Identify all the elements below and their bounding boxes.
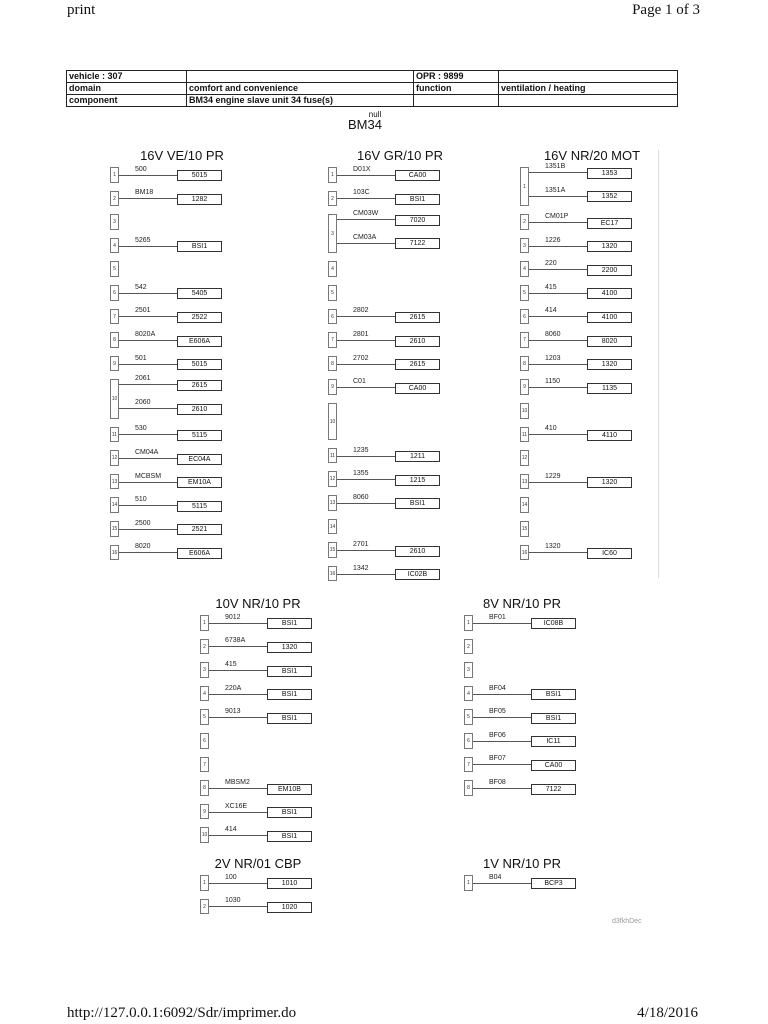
connector-pin: 11 xyxy=(110,427,119,443)
wire-destination-box: 1135 xyxy=(587,383,632,394)
connector-pin: 11 xyxy=(520,427,529,443)
wire-label: BF07 xyxy=(489,755,506,763)
connector-pin: 3 xyxy=(328,214,337,253)
table-cell xyxy=(187,71,414,83)
wire-label: BF08 xyxy=(489,779,506,786)
wire-line xyxy=(209,694,267,695)
wire-label: CM03W xyxy=(353,210,379,218)
connector-pin: 16 xyxy=(110,545,119,561)
wire-destination-box: 1352 xyxy=(587,191,632,202)
connector-pin: 1 xyxy=(520,167,529,206)
wire-label: 414 xyxy=(545,307,557,315)
connector-pin: 14 xyxy=(520,497,529,513)
connector-pin: 1 xyxy=(200,615,209,631)
wire-line xyxy=(209,788,267,789)
wire-label: 414 xyxy=(225,826,237,834)
wire-label: 2500 xyxy=(135,519,151,527)
table-cell xyxy=(499,71,678,83)
wire-label: CM01P xyxy=(545,213,569,220)
wire-destination-box: 7020 xyxy=(395,215,440,226)
connector-title: 16V GR/10 PR xyxy=(357,148,443,163)
wire-destination-box: 1353 xyxy=(587,168,632,179)
wire-destination-box: 2200 xyxy=(587,265,632,276)
connector-pin: 4 xyxy=(464,686,473,702)
wire-destination-box: BSI1 xyxy=(177,241,222,252)
connector-pin: 7 xyxy=(328,332,337,348)
wire-line xyxy=(529,293,587,294)
connector-pin: 2 xyxy=(328,191,337,207)
connector-pin: 12 xyxy=(328,471,337,487)
wire-destination-box: BSI1 xyxy=(267,831,312,842)
wire-destination-box: IC08B xyxy=(531,618,576,629)
connector-pin: 14 xyxy=(110,497,119,513)
table-cell: component xyxy=(67,95,187,107)
table-row xyxy=(67,83,678,95)
wire-line xyxy=(529,196,587,197)
connector-title: 8V NR/10 PR xyxy=(482,596,562,611)
wire-destination-box: 7122 xyxy=(531,784,576,795)
connector-pin: 15 xyxy=(110,521,119,537)
wire-label: 9013 xyxy=(225,708,241,716)
connector-pin: 1 xyxy=(200,875,209,891)
wire-line xyxy=(337,243,395,244)
wire-destination-box: 4100 xyxy=(587,312,632,323)
wire-destination-box: 2610 xyxy=(177,404,222,415)
wire-destination-box: 2521 xyxy=(177,524,222,535)
wire-destination-box: BSI1 xyxy=(267,666,312,677)
wire-destination-box: 5405 xyxy=(177,288,222,299)
wire-label: 2702 xyxy=(353,354,369,362)
wire-line xyxy=(119,434,177,435)
component-code: BM34 xyxy=(348,117,382,132)
connector-pin: 9 xyxy=(328,379,337,395)
table-cell: domain xyxy=(67,83,187,95)
page-header-right: Page 1 of 3 xyxy=(632,2,700,18)
wire-label: D01X xyxy=(353,165,371,173)
connector-pin: 5 xyxy=(464,709,473,725)
connector-pin: 2 xyxy=(200,639,209,655)
connector-pin: 7 xyxy=(464,757,473,773)
wire-line xyxy=(209,812,267,813)
wire-label: 2801 xyxy=(353,331,369,338)
connector-pin: 9 xyxy=(520,379,529,395)
wire-label: BF06 xyxy=(489,731,506,739)
wire-destination-box: BSI1 xyxy=(531,689,576,700)
wire-label: 2061 xyxy=(135,375,151,383)
connector-pin: 16 xyxy=(520,545,529,561)
wire-line xyxy=(473,741,531,742)
wire-destination-box: IC60 xyxy=(587,548,632,559)
wire-label: BM18 xyxy=(135,189,154,197)
wire-line xyxy=(119,408,177,409)
connector-pin: 2 xyxy=(110,191,119,207)
wire-destination-box: IC02B xyxy=(395,569,440,580)
connector-pin: 8 xyxy=(328,356,337,372)
wire-label: 6738A xyxy=(225,637,246,645)
connector-pin: 8 xyxy=(520,356,529,372)
connector-pin: 13 xyxy=(520,474,529,490)
table-cell: BM34 engine slave unit 34 fuse(s) xyxy=(187,95,414,107)
info-table xyxy=(66,70,678,107)
wire-destination-box: 5015 xyxy=(177,359,222,370)
wire-line xyxy=(473,694,531,695)
wire-label: C01 xyxy=(353,378,366,386)
wire-line xyxy=(529,269,587,270)
table-cell xyxy=(414,95,499,107)
divider xyxy=(658,150,659,578)
wire-label: 1203 xyxy=(545,354,561,362)
wire-line xyxy=(337,316,395,317)
wire-destination-box: 2610 xyxy=(395,546,440,557)
wire-line xyxy=(119,293,177,294)
wire-line xyxy=(209,717,267,718)
wire-line xyxy=(473,623,531,624)
wire-line xyxy=(119,384,177,385)
wire-label: 410 xyxy=(545,425,557,433)
wire-label: 1355 xyxy=(353,470,369,478)
wire-label: 103C xyxy=(353,189,370,197)
wire-line xyxy=(529,387,587,388)
connector-pin: 2 xyxy=(520,214,529,230)
connector-pin: 6 xyxy=(110,285,119,301)
wire-label: 100 xyxy=(225,873,237,881)
wire-label: 2701 xyxy=(353,541,369,549)
table-cell xyxy=(499,95,678,107)
wire-line xyxy=(529,364,587,365)
wire-destination-box: 5115 xyxy=(177,430,222,441)
connector-pin: 6 xyxy=(328,309,337,325)
wire-destination-box: EM10B xyxy=(267,784,312,795)
connector-pin: 11 xyxy=(328,448,337,464)
connector-pin: 1 xyxy=(110,167,119,183)
table-row xyxy=(67,95,678,107)
connector-pin: 8 xyxy=(110,332,119,348)
wire-line xyxy=(529,340,587,341)
wire-destination-box: 2522 xyxy=(177,312,222,323)
table-row xyxy=(67,71,678,83)
wire-line xyxy=(119,364,177,365)
connector-pin: 3 xyxy=(520,238,529,254)
connector-pin: 12 xyxy=(520,450,529,466)
wire-destination-box: 1320 xyxy=(587,241,632,252)
wire-label: 415 xyxy=(225,661,237,668)
wire-destination-box: CA00 xyxy=(395,170,440,181)
wire-line xyxy=(337,219,395,220)
connector-pin: 14 xyxy=(328,519,337,535)
wire-destination-box: 4110 xyxy=(587,430,632,441)
wire-destination-box: 1320 xyxy=(587,477,632,488)
wire-line xyxy=(337,198,395,199)
connector-pin: 2 xyxy=(200,899,209,915)
watermark: d3fkhDec xyxy=(612,918,642,925)
wire-label: XC16E xyxy=(225,802,248,810)
connector-pin: 8 xyxy=(464,780,473,796)
wire-line xyxy=(337,550,395,551)
wire-label: 220A xyxy=(225,684,242,692)
wire-destination-box: 1211 xyxy=(395,451,440,462)
wire-line xyxy=(119,175,177,176)
wire-line xyxy=(209,670,267,671)
wire-line xyxy=(337,387,395,388)
connector-pin: 3 xyxy=(200,662,209,678)
connector-pin: 3 xyxy=(110,214,119,230)
connector-pin: 5 xyxy=(110,261,119,277)
wire-line xyxy=(119,316,177,317)
wire-label: 1030 xyxy=(225,897,241,905)
connector-pin: 13 xyxy=(328,495,337,511)
wire-label: 8020 xyxy=(135,543,151,551)
connector-pin: 3 xyxy=(464,662,473,678)
wire-line xyxy=(209,623,267,624)
connector-pin: 8 xyxy=(200,780,209,796)
wire-destination-box: 1215 xyxy=(395,475,440,486)
wire-label: 500 xyxy=(135,165,147,173)
wire-line xyxy=(473,788,531,789)
wire-line xyxy=(337,503,395,504)
table-cell: OPR : 9899 xyxy=(414,71,499,83)
connector-title: 16V NR/20 MOT xyxy=(543,148,641,163)
wire-label: 1226 xyxy=(545,236,561,244)
connector-pin: 4 xyxy=(200,686,209,702)
wire-destination-box: CA00 xyxy=(531,760,576,771)
wire-line xyxy=(337,479,395,480)
wire-label: 1235 xyxy=(353,446,369,454)
wire-label: 8060 xyxy=(353,493,369,501)
wire-label: 8020A xyxy=(135,331,156,338)
wire-line xyxy=(119,552,177,553)
wire-line xyxy=(119,340,177,341)
page-header-left: print xyxy=(67,2,96,18)
wire-destination-box: 1320 xyxy=(587,359,632,370)
connector-pin: 1 xyxy=(464,615,473,631)
connector-pin: 4 xyxy=(328,261,337,277)
wire-line xyxy=(473,764,531,765)
wire-line xyxy=(529,172,587,173)
connector-pin: 9 xyxy=(110,356,119,372)
wire-destination-box: BSI1 xyxy=(267,618,312,629)
wire-label: 2802 xyxy=(353,307,369,315)
wire-destination-box: E606A xyxy=(177,336,222,347)
wire-label: B04 xyxy=(489,873,502,881)
wire-label: MBSM2 xyxy=(225,779,250,786)
wire-destination-box: 1282 xyxy=(177,194,222,205)
wire-line xyxy=(529,434,587,435)
page-footer-url: http://127.0.0.1:6092/Sdr/imprimer.do xyxy=(67,1005,297,1021)
wire-line xyxy=(119,458,177,459)
wire-label: 2060 xyxy=(135,399,151,406)
connector-pin: 6 xyxy=(464,733,473,749)
wire-label: 9012 xyxy=(225,613,241,621)
connector-pin: 12 xyxy=(110,450,119,466)
wire-destination-box: 5115 xyxy=(177,501,222,512)
wire-label: 1320 xyxy=(545,543,561,551)
wire-label: 1229 xyxy=(545,472,561,480)
wire-line xyxy=(529,222,587,223)
wire-destination-box: 2610 xyxy=(395,336,440,347)
wire-label: 1351A xyxy=(545,186,566,194)
wire-destination-box: BSI1 xyxy=(267,807,312,818)
wire-line xyxy=(473,883,531,884)
connector-pin: 10 xyxy=(110,379,119,418)
wire-label: 510 xyxy=(135,496,147,504)
wire-label: 220 xyxy=(545,260,557,268)
page-footer-date: 4/18/2016 xyxy=(637,1005,698,1021)
wire-destination-box: CA00 xyxy=(395,383,440,394)
wire-line xyxy=(119,529,177,530)
connector-pin: 5 xyxy=(328,285,337,301)
wire-destination-box: 1010 xyxy=(267,878,312,889)
wire-line xyxy=(209,835,267,836)
wire-line xyxy=(473,717,531,718)
wire-line xyxy=(529,552,587,553)
wire-line xyxy=(209,646,267,647)
wire-label: MCBSM xyxy=(135,472,162,480)
table-cell: ventilation / heating xyxy=(499,83,678,95)
wire-label: BF01 xyxy=(489,613,506,621)
wire-destination-box: 1020 xyxy=(267,902,312,913)
wire-label: BF05 xyxy=(489,708,506,716)
wire-destination-box: EM10A xyxy=(177,477,222,488)
connector-pin: 15 xyxy=(328,542,337,558)
wire-label: BF04 xyxy=(489,684,506,692)
connector-pin: 1 xyxy=(464,875,473,891)
wire-line xyxy=(119,246,177,247)
wire-label: 1351B xyxy=(545,163,566,170)
connector-pin: 5 xyxy=(200,709,209,725)
wire-label: 415 xyxy=(545,283,557,291)
wire-destination-box: EC17 xyxy=(587,218,632,229)
wire-label: 530 xyxy=(135,425,147,433)
wire-line xyxy=(209,883,267,884)
connector-pin: 2 xyxy=(464,639,473,655)
wire-destination-box: BSI1 xyxy=(395,498,440,509)
wire-destination-box: 1320 xyxy=(267,642,312,653)
wire-line xyxy=(529,482,587,483)
connector-pin: 1 xyxy=(328,167,337,183)
wire-destination-box: E606A xyxy=(177,548,222,559)
wire-label: 1150 xyxy=(545,378,561,386)
connector-pin: 6 xyxy=(520,309,529,325)
wire-destination-box: BCP3 xyxy=(531,878,576,889)
connector-title: 1V NR/10 PR xyxy=(482,856,562,871)
connector-title: 16V VE/10 PR xyxy=(140,148,224,163)
wire-line xyxy=(119,505,177,506)
table-cell: comfort and convenience xyxy=(187,83,414,95)
wire-line xyxy=(337,340,395,341)
wire-label: 2501 xyxy=(135,307,151,315)
wire-destination-box: BSI1 xyxy=(395,194,440,205)
wire-line xyxy=(119,198,177,199)
wire-destination-box: BSI1 xyxy=(531,713,576,724)
wire-line xyxy=(337,175,395,176)
connector-title: 2V NR/01 CBP xyxy=(214,856,302,871)
wire-destination-box: 8020 xyxy=(587,336,632,347)
wire-destination-box: 4100 xyxy=(587,288,632,299)
connector-pin: 7 xyxy=(520,332,529,348)
table-cell: vehicle : 307 xyxy=(67,71,187,83)
wire-label: CM03A xyxy=(353,233,377,241)
wire-destination-box: BSI1 xyxy=(267,713,312,724)
wire-line xyxy=(337,574,395,575)
table-cell: function xyxy=(414,83,499,95)
wire-line xyxy=(529,316,587,317)
wire-destination-box: 7122 xyxy=(395,238,440,249)
wire-destination-box: 5015 xyxy=(177,170,222,181)
connector-title: 10V NR/10 PR xyxy=(215,596,301,611)
wire-label: CM04A xyxy=(135,449,159,456)
wire-destination-box: EC04A xyxy=(177,454,222,465)
connector-pin: 10 xyxy=(520,403,529,419)
connector-pin: 6 xyxy=(200,733,209,749)
wire-line xyxy=(337,364,395,365)
connector-pin: 10 xyxy=(200,827,209,843)
wire-label: 542 xyxy=(135,283,147,291)
wire-destination-box: 2615 xyxy=(177,380,222,391)
connector-pin: 16 xyxy=(328,566,337,582)
wire-destination-box: IC11 xyxy=(531,736,576,747)
connector-pin: 4 xyxy=(520,261,529,277)
connector-pin: 13 xyxy=(110,474,119,490)
connector-pin: 7 xyxy=(200,757,209,773)
connector-pin: 4 xyxy=(110,238,119,254)
connector-pin: 9 xyxy=(200,804,209,820)
wire-line xyxy=(337,456,395,457)
connector-pin: 10 xyxy=(328,403,337,440)
connector-pin: 5 xyxy=(520,285,529,301)
wire-label: 501 xyxy=(135,354,147,362)
wire-destination-box: BSI1 xyxy=(267,689,312,700)
wire-line xyxy=(119,482,177,483)
wire-label: 5265 xyxy=(135,236,151,244)
connector-pin: 7 xyxy=(110,309,119,325)
wire-label: 1342 xyxy=(353,564,369,572)
null-label: null xyxy=(368,110,382,119)
wire-line xyxy=(529,246,587,247)
wire-label: 8060 xyxy=(545,331,561,338)
wire-destination-box: 2615 xyxy=(395,312,440,323)
connector-pin: 15 xyxy=(520,521,529,537)
wire-line xyxy=(209,906,267,907)
wire-destination-box: 2615 xyxy=(395,359,440,370)
